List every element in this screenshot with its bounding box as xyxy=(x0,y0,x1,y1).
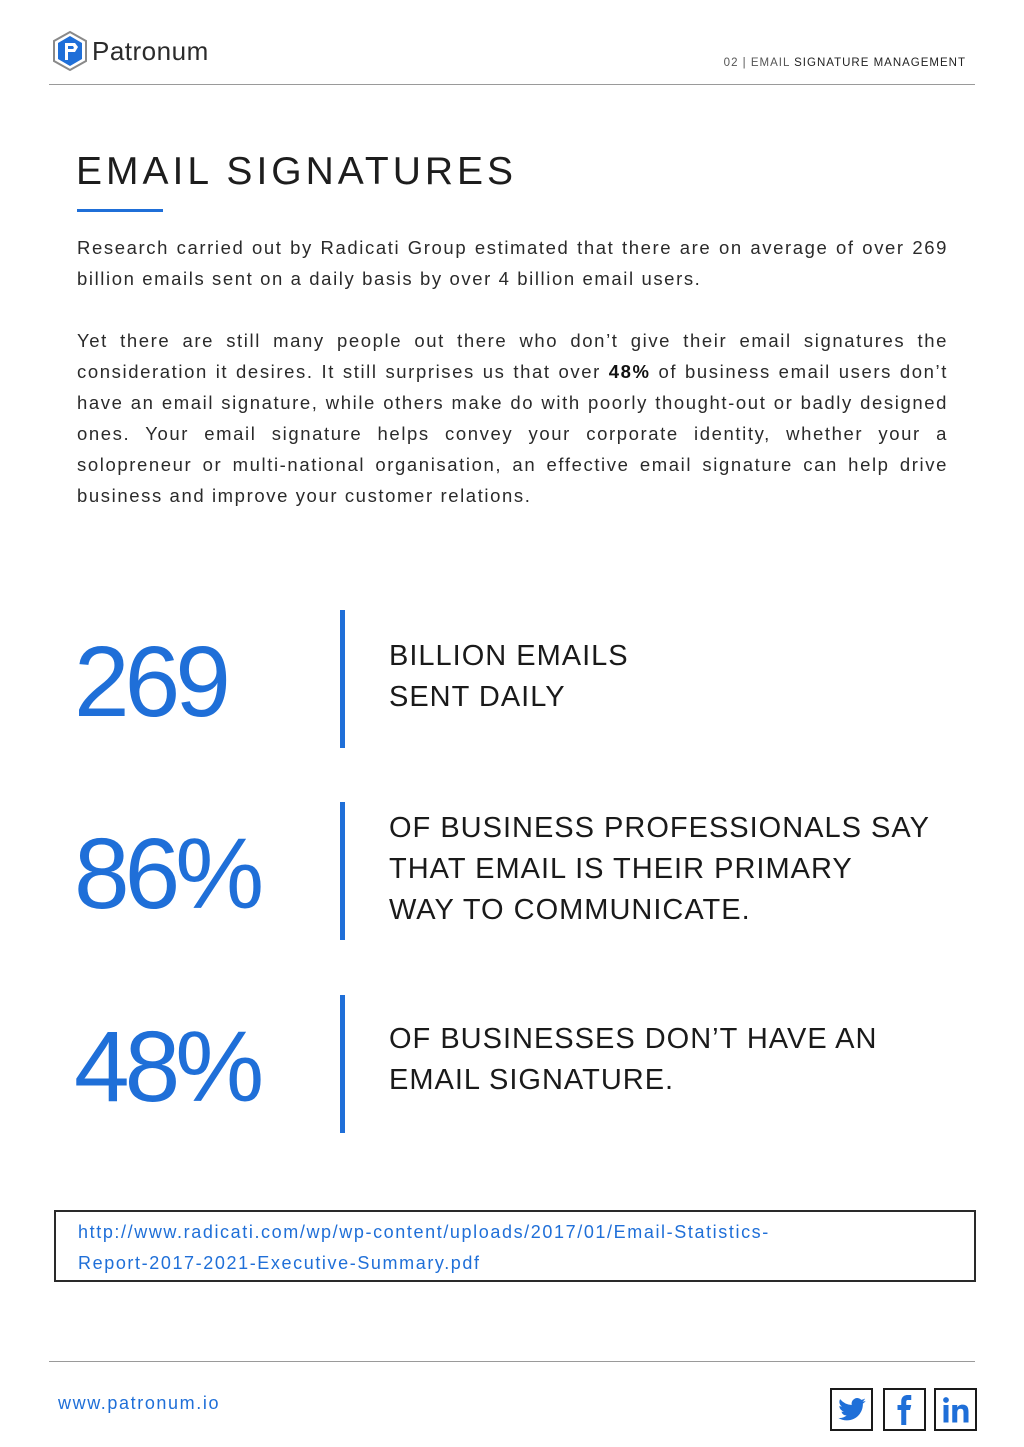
stat-description-line: THAT EMAIL IS THEIR PRIMARY xyxy=(389,853,853,885)
stat-description xyxy=(389,636,629,718)
stat-description-line: OF BUSINESS PROFESSIONALS SAY xyxy=(389,812,930,844)
linkedin-button[interactable] xyxy=(934,1388,977,1431)
page-reference-section: SIGNATURE MANAGEMENT xyxy=(794,57,966,69)
stat-description-line: OF BUSINESSES DON’T HAVE AN xyxy=(389,1023,878,1055)
header-divider xyxy=(49,84,975,85)
linkedin-icon xyxy=(941,1395,971,1425)
intro-paragraph: Research carried out by Radicati Group estimated that there are on average of over 269 billion emails sent on a daily basis by over 4 billion email users. xyxy=(77,237,948,289)
twitter-button[interactable] xyxy=(830,1388,873,1431)
stat-value: 269 xyxy=(74,626,226,738)
stat-description xyxy=(389,1019,877,1101)
source-citation-box xyxy=(54,1210,976,1282)
stat-divider xyxy=(340,802,345,940)
footer-divider xyxy=(49,1361,975,1362)
patronum-logo-icon xyxy=(52,30,88,72)
title-underline xyxy=(77,209,163,212)
stat-block-emails xyxy=(0,610,1024,750)
twitter-icon xyxy=(837,1395,867,1425)
source-link[interactable] xyxy=(78,1217,958,1279)
stat-description xyxy=(389,808,930,931)
stat-description-line: EMAIL SIGNATURE. xyxy=(389,1064,675,1096)
stat-block-signatures xyxy=(0,995,1024,1135)
source-link-line: Report-2017-2021-Executive-Summary.pdf xyxy=(78,1253,481,1273)
source-link-line: http://www.radicati.com/wp/wp-content/uploads/2017/01/Email-Statistics- xyxy=(78,1222,770,1242)
stat-value: 48% xyxy=(74,1011,260,1123)
body-paragraph-start: Yet there are still many people out there who don’t give their email signatures the consideration it desires. It still surprises us that over xyxy=(77,330,948,382)
brand-logo[interactable] xyxy=(52,30,209,72)
stat-divider xyxy=(340,995,345,1133)
facebook-button[interactable] xyxy=(883,1388,926,1431)
stat-divider xyxy=(340,610,345,748)
stat-description-line: WAY TO COMMUNICATE. xyxy=(389,894,751,926)
page-reference-number: 02 | EMAIL xyxy=(723,57,790,69)
page-header xyxy=(0,0,1024,90)
stat-block-professionals xyxy=(0,802,1024,942)
page-reference xyxy=(724,57,966,69)
highlight-stat: 48% xyxy=(608,361,651,382)
page-title: EMAIL SIGNATURES xyxy=(76,150,518,193)
stat-value: 86% xyxy=(74,818,260,930)
stat-description-line: SENT DAILY xyxy=(389,681,566,713)
website-link[interactable]: www.patronum.io xyxy=(58,1393,221,1413)
body-paragraph-end: of business email users don’t have an email signature, while others make do with poorly thought-out or badly designed ones. Your email signature helps convey your corporate identity, whether your a solopreneur or multi-national organisation, an effective email signature can help drive business and improve your customer relations. xyxy=(77,361,948,506)
brand-name: Patronum xyxy=(92,35,209,66)
stat-description-line: BILLION EMAILS xyxy=(389,640,629,672)
facebook-icon xyxy=(890,1395,920,1425)
body-paragraph xyxy=(77,325,948,511)
